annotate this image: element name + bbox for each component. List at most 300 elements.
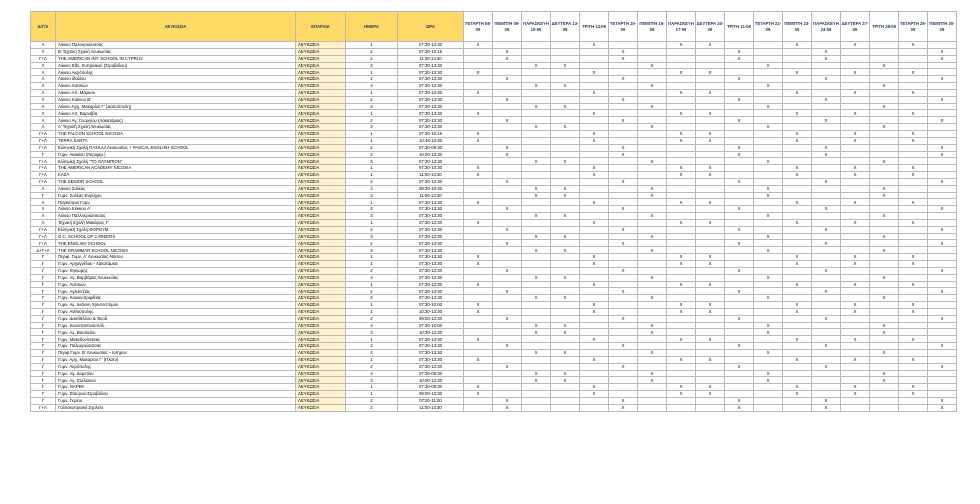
- row-date-cell: [464, 288, 493, 295]
- row-date-cell: [783, 295, 812, 302]
- row-date-cell: [928, 391, 957, 398]
- row-day-cell: 1: [346, 199, 398, 206]
- row-date-cell: X: [667, 42, 696, 49]
- row-date-cell: [696, 151, 725, 158]
- row-time-cell: 07:30-13:30: [398, 42, 464, 49]
- row-date-cell: [464, 397, 493, 404]
- row-date-cell: [754, 76, 783, 83]
- row-date-cell: [899, 322, 928, 329]
- row-date-cell: X: [812, 144, 841, 151]
- row-district-cell: ΛΕΥΚΩΣΙΑ: [296, 281, 346, 288]
- row-date-cell: [754, 404, 783, 411]
- row-date-cell: [667, 274, 696, 281]
- row-date-cell: [928, 295, 957, 302]
- row-date-cell: X: [899, 199, 928, 206]
- row-date-cell: X: [667, 172, 696, 179]
- row-date-cell: [638, 226, 667, 233]
- row-time-cell: 07:30-13:30: [398, 124, 464, 131]
- row-date-cell: [522, 302, 551, 309]
- row-date-cell: [783, 247, 812, 254]
- row-date-cell: [754, 261, 783, 268]
- row-school-cell: THE ENGLISH SCHOOL: [56, 240, 296, 247]
- row-date-cell: X: [899, 254, 928, 261]
- row-date-cell: X: [696, 391, 725, 398]
- row-date-cell: X: [812, 76, 841, 83]
- row-day-cell: 3: [346, 158, 398, 165]
- row-date-cell: [841, 55, 870, 62]
- row-date-cell: [783, 96, 812, 103]
- row-district-cell: ΛΕΥΚΩΣΙΑ: [296, 110, 346, 117]
- row-date-cell: X: [667, 391, 696, 398]
- row-date-cell: X: [522, 349, 551, 356]
- row-day-cell: 1: [346, 336, 398, 343]
- row-date-cell: [754, 178, 783, 185]
- row-date-cell: X: [696, 137, 725, 144]
- row-school-cell: Λύκειο Σολέας: [56, 185, 296, 192]
- row-date-cell: X: [696, 308, 725, 315]
- row-date-cell: [841, 144, 870, 151]
- row-date-cell: X: [899, 391, 928, 398]
- row-date-cell: X: [638, 377, 667, 384]
- row-date-cell: [870, 384, 899, 391]
- row-date-cell: [841, 213, 870, 220]
- row-date-cell: [493, 110, 522, 117]
- row-time-cell: 07:30-13:30: [398, 96, 464, 103]
- row-date-cell: [551, 55, 580, 62]
- row-date-cell: X: [841, 302, 870, 309]
- row-date-cell: [899, 370, 928, 377]
- row-date-cell: [580, 370, 609, 377]
- row-date-cell: [696, 213, 725, 220]
- header-day: ΗΜΕΡΑ: [346, 12, 398, 42]
- row-date-cell: [638, 55, 667, 62]
- row-date-cell: [667, 96, 696, 103]
- row-date-cell: X: [928, 397, 957, 404]
- row-date-cell: [464, 295, 493, 302]
- row-date-cell: [725, 124, 754, 131]
- row-date-cell: [609, 384, 638, 391]
- row-type-cell: Γ: [31, 308, 56, 315]
- row-date-cell: [812, 83, 841, 90]
- row-date-cell: [870, 117, 899, 124]
- row-date-cell: [493, 89, 522, 96]
- row-date-cell: X: [841, 281, 870, 288]
- row-district-cell: ΛΕΥΚΩΣΙΑ: [296, 295, 346, 302]
- table-row: [31, 240, 957, 247]
- row-date-cell: [841, 377, 870, 384]
- row-date-cell: [870, 55, 899, 62]
- row-date-cell: [754, 343, 783, 350]
- row-date-cell: [580, 48, 609, 55]
- row-date-cell: X: [580, 130, 609, 137]
- row-school-cell: Γυμν. Δασιθέλλου & Θεοδ.: [56, 315, 296, 322]
- row-date-cell: [609, 103, 638, 110]
- row-date-cell: [928, 329, 957, 336]
- row-date-cell: X: [580, 356, 609, 363]
- row-date-cell: X: [493, 178, 522, 185]
- row-date-cell: [870, 42, 899, 49]
- row-date-cell: [783, 397, 812, 404]
- row-date-cell: X: [754, 124, 783, 131]
- row-date-cell: [783, 185, 812, 192]
- row-date-cell: [551, 315, 580, 322]
- row-date-cell: [899, 247, 928, 254]
- row-date-cell: X: [870, 295, 899, 302]
- table-row: [31, 206, 957, 213]
- row-date-cell: [493, 281, 522, 288]
- row-date-cell: [696, 83, 725, 90]
- row-date-cell: X: [754, 158, 783, 165]
- row-school-cell: THE FALCON SCHOOL NICOSIA: [56, 130, 296, 137]
- row-date-cell: X: [551, 83, 580, 90]
- row-date-cell: X: [928, 404, 957, 411]
- row-date-cell: X: [754, 62, 783, 69]
- row-date-cell: [522, 315, 551, 322]
- row-date-cell: X: [928, 96, 957, 103]
- row-date-cell: [841, 62, 870, 69]
- row-date-cell: [522, 137, 551, 144]
- row-date-cell: [493, 62, 522, 69]
- row-date-cell: [928, 370, 957, 377]
- row-date-cell: [580, 76, 609, 83]
- row-date-cell: [667, 315, 696, 322]
- row-school-cell: Γυμν. Έγκωμης: [56, 267, 296, 274]
- row-date-cell: X: [870, 62, 899, 69]
- row-date-cell: [609, 42, 638, 49]
- row-date-cell: [493, 308, 522, 315]
- row-date-cell: [667, 206, 696, 213]
- row-date-cell: [812, 199, 841, 206]
- row-date-cell: [928, 199, 957, 206]
- row-date-cell: [928, 124, 957, 131]
- row-date-cell: [580, 83, 609, 90]
- row-date-cell: [464, 226, 493, 233]
- row-date-cell: [493, 370, 522, 377]
- row-date-cell: [754, 137, 783, 144]
- row-date-cell: [493, 377, 522, 384]
- row-date-cell: [928, 349, 957, 356]
- row-date-cell: [783, 349, 812, 356]
- row-date-cell: X: [580, 384, 609, 391]
- row-date-cell: X: [870, 124, 899, 131]
- row-date-cell: X: [522, 247, 551, 254]
- row-date-cell: X: [783, 89, 812, 96]
- row-date-cell: [493, 185, 522, 192]
- table-row: [31, 130, 957, 137]
- row-date-cell: X: [464, 42, 493, 49]
- row-date-cell: [841, 329, 870, 336]
- row-date-cell: [783, 322, 812, 329]
- row-date-cell: [493, 137, 522, 144]
- row-date-cell: [609, 308, 638, 315]
- row-day-cell: 2: [346, 404, 398, 411]
- row-date-cell: X: [899, 89, 928, 96]
- row-date-cell: [551, 343, 580, 350]
- row-day-cell: 2: [346, 117, 398, 124]
- row-date-cell: X: [696, 130, 725, 137]
- row-date-cell: X: [609, 55, 638, 62]
- row-date-cell: X: [609, 144, 638, 151]
- row-district-cell: ΛΕΥΚΩΣΙΑ: [296, 377, 346, 384]
- row-date-cell: X: [899, 69, 928, 76]
- row-date-cell: [493, 42, 522, 49]
- row-date-cell: [522, 391, 551, 398]
- row-date-cell: [667, 117, 696, 124]
- row-type-cell: Λ: [31, 199, 56, 206]
- row-date-cell: [696, 247, 725, 254]
- row-date-cell: [841, 233, 870, 240]
- row-date-cell: X: [928, 55, 957, 62]
- row-date-cell: [522, 308, 551, 315]
- row-district-cell: ΛΕΥΚΩΣΙΑ: [296, 62, 346, 69]
- row-day-cell: 1: [346, 165, 398, 172]
- row-date-cell: [870, 76, 899, 83]
- row-day-cell: 1: [346, 137, 398, 144]
- row-district-cell: ΛΕΥΚΩΣΙΑ: [296, 336, 346, 343]
- row-district-cell: ΛΕΥΚΩΣΙΑ: [296, 76, 346, 83]
- row-day-cell: 3: [346, 103, 398, 110]
- row-date-cell: [522, 89, 551, 96]
- table-row: [31, 178, 957, 185]
- row-date-cell: [551, 391, 580, 398]
- row-date-cell: X: [551, 370, 580, 377]
- row-school-cell: Γυμν. Αγ. Ιωάννη Χρυσοστόμου: [56, 302, 296, 309]
- row-date-cell: [522, 110, 551, 117]
- row-time-cell: 07:30-13:30: [398, 363, 464, 370]
- row-date-cell: [812, 322, 841, 329]
- row-date-cell: [928, 192, 957, 199]
- row-date-cell: [638, 397, 667, 404]
- row-date-cell: X: [928, 151, 957, 158]
- row-date-cell: X: [464, 391, 493, 398]
- row-date-cell: [812, 124, 841, 131]
- row-date-cell: [609, 213, 638, 220]
- row-date-cell: X: [609, 404, 638, 411]
- row-date-cell: [899, 404, 928, 411]
- row-district-cell: ΛΕΥΚΩΣΙΑ: [296, 42, 346, 49]
- row-type-cell: Γ: [31, 384, 56, 391]
- row-date-cell: [754, 302, 783, 309]
- row-type-cell: Γ: [31, 370, 56, 377]
- row-date-cell: X: [812, 343, 841, 350]
- row-date-cell: [696, 288, 725, 295]
- row-school-cell: Ελληνική Σχολή ΠΑΣΚΑΛ Λευκωσίας + PASCAL ENGLISH SCHOOL: [56, 144, 296, 151]
- row-date-cell: [551, 144, 580, 151]
- row-date-cell: [754, 240, 783, 247]
- row-date-cell: X: [667, 308, 696, 315]
- row-date-cell: [609, 172, 638, 179]
- row-time-cell: 07:30-09:30: [398, 370, 464, 377]
- row-time-cell: 10:00-13:30: [398, 377, 464, 384]
- row-date-cell: X: [841, 42, 870, 49]
- row-date-cell: X: [522, 274, 551, 281]
- row-day-cell: 1: [346, 254, 398, 261]
- row-date-cell: [928, 103, 957, 110]
- row-date-cell: [899, 233, 928, 240]
- row-time-cell: 07:30-13:30: [398, 83, 464, 90]
- row-school-cell: Γυμν. Κοκκινοτριμιθιάς: [56, 295, 296, 302]
- row-date-cell: [754, 48, 783, 55]
- row-district-cell: ΛΕΥΚΩΣΙΑ: [296, 192, 346, 199]
- row-date-cell: [551, 219, 580, 226]
- row-date-cell: [580, 288, 609, 295]
- row-date-cell: [638, 219, 667, 226]
- row-date-cell: [754, 165, 783, 172]
- row-date-cell: X: [754, 185, 783, 192]
- row-date-cell: X: [493, 48, 522, 55]
- row-date-cell: [725, 377, 754, 384]
- row-date-cell: [928, 165, 957, 172]
- row-date-cell: X: [899, 165, 928, 172]
- row-date-cell: [841, 267, 870, 274]
- row-date-cell: [551, 42, 580, 49]
- row-date-cell: [928, 254, 957, 261]
- row-date-cell: [522, 267, 551, 274]
- row-date-cell: X: [580, 110, 609, 117]
- row-date-cell: [928, 69, 957, 76]
- row-date-cell: [812, 247, 841, 254]
- row-date-cell: [841, 103, 870, 110]
- row-day-cell: 2: [346, 363, 398, 370]
- row-date-cell: X: [725, 206, 754, 213]
- row-date-cell: X: [638, 158, 667, 165]
- row-date-cell: [580, 55, 609, 62]
- row-date-cell: [667, 233, 696, 240]
- row-date-cell: X: [725, 96, 754, 103]
- row-date-cell: [725, 384, 754, 391]
- row-date-cell: [551, 137, 580, 144]
- row-school-cell: Λύκειο Ακρόπολης: [56, 69, 296, 76]
- row-date-cell: [812, 254, 841, 261]
- header-date: ΤΕΤΑΡΤΗ 22-09: [754, 12, 783, 42]
- row-date-cell: X: [464, 69, 493, 76]
- row-date-cell: X: [870, 158, 899, 165]
- row-date-cell: X: [928, 117, 957, 124]
- row-district-cell: ΛΕΥΚΩΣΙΑ: [296, 185, 346, 192]
- row-school-cell: Λύκειο Παλουριώτισσας: [56, 42, 296, 49]
- row-date-cell: X: [783, 165, 812, 172]
- table-row: [31, 302, 957, 309]
- row-date-cell: X: [551, 213, 580, 220]
- row-date-cell: X: [667, 302, 696, 309]
- row-date-cell: X: [783, 391, 812, 398]
- row-day-cell: 1: [346, 281, 398, 288]
- row-date-cell: [754, 384, 783, 391]
- row-date-cell: [667, 178, 696, 185]
- row-date-cell: [522, 356, 551, 363]
- row-date-cell: X: [870, 370, 899, 377]
- row-district-cell: ΛΕΥΚΩΣΙΑ: [296, 397, 346, 404]
- row-date-cell: X: [870, 247, 899, 254]
- row-date-cell: [667, 404, 696, 411]
- row-school-cell: Τεχνική Σχολή Μακάριος Γ': [56, 219, 296, 226]
- row-type-cell: Γ: [31, 336, 56, 343]
- row-date-cell: [464, 76, 493, 83]
- row-date-cell: [551, 404, 580, 411]
- row-day-cell: 1: [346, 302, 398, 309]
- row-day-cell: 3: [346, 62, 398, 69]
- row-date-cell: [783, 404, 812, 411]
- row-date-cell: X: [783, 110, 812, 117]
- row-date-cell: [899, 349, 928, 356]
- row-date-cell: [899, 103, 928, 110]
- row-date-cell: [638, 137, 667, 144]
- row-date-cell: X: [522, 103, 551, 110]
- row-day-cell: 2: [346, 76, 398, 83]
- row-date-cell: [754, 89, 783, 96]
- row-date-cell: X: [725, 48, 754, 55]
- table-row: [31, 83, 957, 90]
- row-date-cell: [725, 137, 754, 144]
- row-date-cell: [580, 124, 609, 131]
- row-time-cell: 07:30-13:30: [398, 267, 464, 274]
- row-date-cell: X: [812, 151, 841, 158]
- row-date-cell: X: [725, 226, 754, 233]
- row-date-cell: X: [928, 343, 957, 350]
- row-date-cell: [667, 48, 696, 55]
- row-date-cell: [812, 377, 841, 384]
- row-date-cell: [551, 110, 580, 117]
- row-date-cell: [725, 349, 754, 356]
- row-district-cell: ΛΕΥΚΩΣΙΑ: [296, 178, 346, 185]
- row-date-cell: [870, 267, 899, 274]
- row-district-cell: ΛΕΥΚΩΣΙΑ: [296, 261, 346, 268]
- row-time-cell: 07:30-13:30: [398, 226, 464, 233]
- row-date-cell: [841, 96, 870, 103]
- table-row: [31, 213, 957, 220]
- row-date-cell: [580, 274, 609, 281]
- row-type-cell: Γ: [31, 274, 56, 281]
- row-date-cell: [870, 356, 899, 363]
- row-date-cell: [696, 397, 725, 404]
- row-date-cell: [667, 240, 696, 247]
- row-type-cell: Λ: [31, 110, 56, 117]
- row-date-cell: [783, 158, 812, 165]
- row-date-cell: [609, 274, 638, 281]
- row-date-cell: [522, 117, 551, 124]
- row-date-cell: X: [928, 288, 957, 295]
- row-date-cell: [551, 199, 580, 206]
- row-date-cell: [928, 377, 957, 384]
- row-district-cell: ΛΕΥΚΩΣΙΑ: [296, 151, 346, 158]
- row-day-cell: 1: [346, 261, 398, 268]
- row-date-cell: [928, 336, 957, 343]
- row-date-cell: X: [522, 213, 551, 220]
- row-date-cell: [667, 62, 696, 69]
- table-row: [31, 329, 957, 336]
- row-date-cell: [638, 117, 667, 124]
- row-date-cell: [464, 185, 493, 192]
- row-date-cell: [725, 103, 754, 110]
- row-date-cell: X: [580, 261, 609, 268]
- row-date-cell: [783, 151, 812, 158]
- row-date-cell: [696, 103, 725, 110]
- row-date-cell: X: [899, 219, 928, 226]
- row-date-cell: [841, 185, 870, 192]
- row-district-cell: ΛΕΥΚΩΣΙΑ: [296, 226, 346, 233]
- row-date-cell: X: [580, 254, 609, 261]
- row-type-cell: Γ+Λ: [31, 137, 56, 144]
- row-date-cell: X: [638, 370, 667, 377]
- row-date-cell: [725, 62, 754, 69]
- row-date-cell: [841, 226, 870, 233]
- row-type-cell: Λ: [31, 96, 56, 103]
- row-school-cell: Λύκειο Παλλουριώτισσας: [56, 213, 296, 220]
- row-date-cell: [841, 124, 870, 131]
- row-date-cell: [870, 391, 899, 398]
- header-date: ΤΡΙΤΗ 28-09: [870, 12, 899, 42]
- table-row: [31, 308, 957, 315]
